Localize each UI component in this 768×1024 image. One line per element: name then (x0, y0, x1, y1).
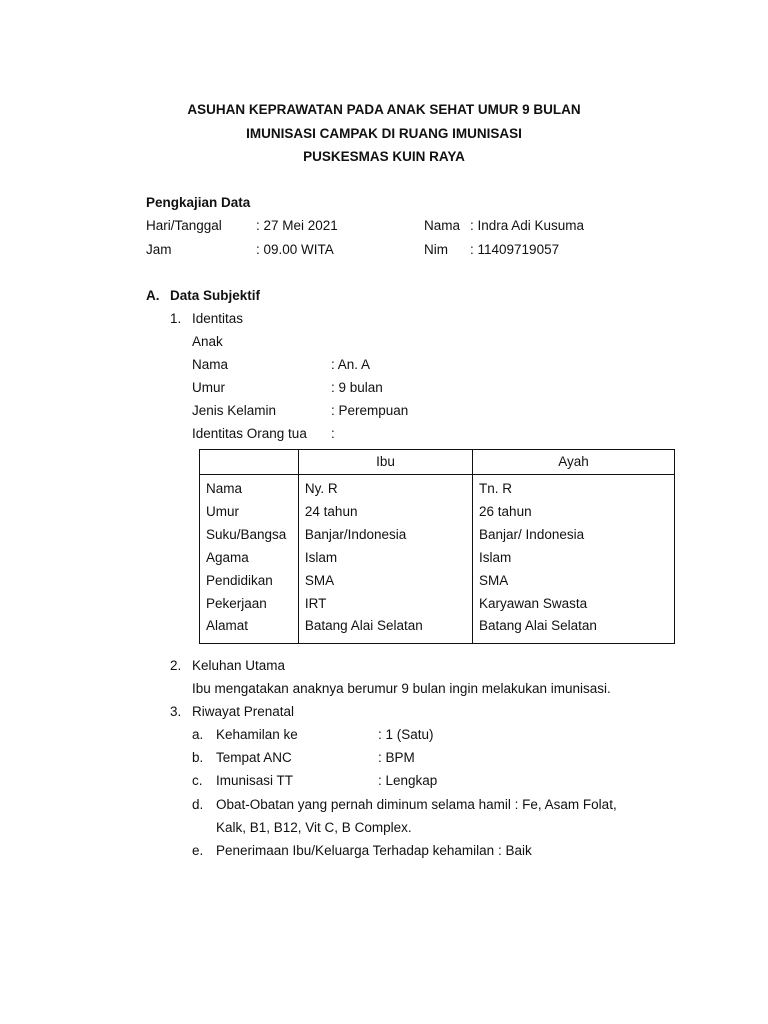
table-row (200, 592, 675, 615)
nim-label: Nim (424, 242, 448, 257)
document-title-line-2: IMUNISASI CAMPAK DI RUANG IMUNISASI (246, 126, 522, 141)
table-cell-label: Suku/Bangsa (200, 523, 299, 546)
table-cell-ayah: Batang Alai Selatan (473, 615, 675, 644)
table-cell-ibu: IRT (298, 592, 472, 615)
table-cell-ibu: Batang Alai Selatan (298, 615, 472, 644)
prenatal-item-e-marker: e. (192, 843, 204, 858)
table-row (200, 475, 675, 501)
table-cell-label: Agama (200, 546, 299, 569)
prenatal-item-c-value: : Lengkap (378, 773, 438, 788)
nama-label: Nama (424, 218, 461, 233)
identitas-orang-tua-label: Identitas Orang tua (192, 426, 307, 441)
document-title-line-1: ASUHAN KEPRAWATAN PADA ANAK SEHAT UMUR 9 BULAN (187, 102, 581, 117)
keluhan-text: Ibu mengatakan anaknya berumur 9 bulan ingin melakukan imunisasi. (192, 681, 611, 696)
table-cell-ayah: Karyawan Swasta (473, 592, 675, 615)
prenatal-item-b-label: Tempat ANC (216, 750, 292, 765)
prenatal-item-d-marker: d. (192, 797, 204, 812)
prenatal-item-d-line-1: Obat-Obatan yang pernah diminum selama hamil : Fe, Asam Folat, (216, 797, 617, 812)
hari-label: Hari/Tanggal (146, 218, 222, 233)
table-header-row (200, 450, 675, 475)
document-title-line-3: PUSKESMAS KUIN RAYA (303, 149, 465, 164)
identitas-label: Identitas (192, 311, 244, 326)
table-cell-ibu: 24 tahun (298, 500, 472, 523)
prenatal-item-e-text: Penerimaan Ibu/Keluarga Terhadap kehamilan : Baik (216, 843, 532, 858)
prenatal-label: Riwayat Prenatal (192, 704, 295, 719)
anak-jenis-kelamin-value: : Perempuan (331, 403, 409, 418)
table-cell-ayah: Tn. R (473, 475, 675, 501)
table-cell-ayah: Islam (473, 546, 675, 569)
prenatal-item-c-label: Imunisasi TT (216, 773, 294, 788)
table-row (200, 615, 675, 644)
table-cell-label: Pekerjaan (200, 592, 299, 615)
section-a-marker: A. (146, 288, 160, 303)
prenatal-item-b-value: : BPM (378, 750, 415, 765)
table-cell-ibu: SMA (298, 569, 472, 592)
hari-value: : 27 Mei 2021 (256, 218, 338, 233)
table-row (200, 546, 675, 569)
keluhan-label: Keluhan Utama (192, 658, 286, 673)
table-header-ibu: Ibu (298, 450, 472, 475)
jam-label: Jam (146, 242, 172, 257)
prenatal-item-a-label: Kehamilan ke (216, 727, 298, 742)
table-row (200, 523, 675, 546)
anak-umur-value: : 9 bulan (331, 380, 383, 395)
table-row (200, 500, 675, 523)
table-cell-ayah: 26 tahun (473, 500, 675, 523)
table-cell-ibu: Ny. R (298, 475, 472, 501)
identitas-orang-tua-value: : (331, 426, 335, 441)
pengkajian-heading: Pengkajian Data (146, 195, 251, 210)
anak-jenis-kelamin-label: Jenis Kelamin (192, 403, 277, 418)
table-cell-label: Pendidikan (200, 569, 299, 592)
nama-value: : Indra Adi Kusuma (470, 218, 585, 233)
prenatal-item-c-marker: c. (192, 773, 203, 788)
parent-identity-table (199, 449, 675, 644)
anak-umur-label: Umur (192, 380, 225, 395)
table-cell-ibu: Banjar/Indonesia (298, 523, 472, 546)
jam-value: : 09.00 WITA (256, 242, 334, 257)
table-cell-ayah: SMA (473, 569, 675, 592)
anak-nama-value: : An. A (331, 357, 371, 372)
section-a-heading: Data Subjektif (170, 288, 261, 303)
identitas-number: 1. (170, 311, 182, 326)
table-row (200, 569, 675, 592)
prenatal-number: 3. (170, 704, 182, 719)
table-cell-label: Nama (200, 475, 299, 501)
table-cell-label: Alamat (200, 615, 299, 644)
table-cell-ayah: Banjar/ Indonesia (473, 523, 675, 546)
nim-value: : 11409719057 (470, 242, 560, 257)
prenatal-item-a-marker: a. (192, 727, 204, 742)
prenatal-item-b-marker: b. (192, 750, 204, 765)
table-cell-ibu: Islam (298, 546, 472, 569)
anak-label: Anak (192, 334, 223, 349)
table-header-blank (200, 450, 299, 475)
table-cell-label: Umur (200, 500, 299, 523)
anak-nama-label: Nama (192, 357, 229, 372)
table-header-ayah: Ayah (473, 450, 675, 475)
prenatal-item-d-line-2: Kalk, B1, B12, Vit C, B Complex. (216, 820, 412, 835)
prenatal-item-a-value: : 1 (Satu) (378, 727, 434, 742)
keluhan-number: 2. (170, 658, 182, 673)
